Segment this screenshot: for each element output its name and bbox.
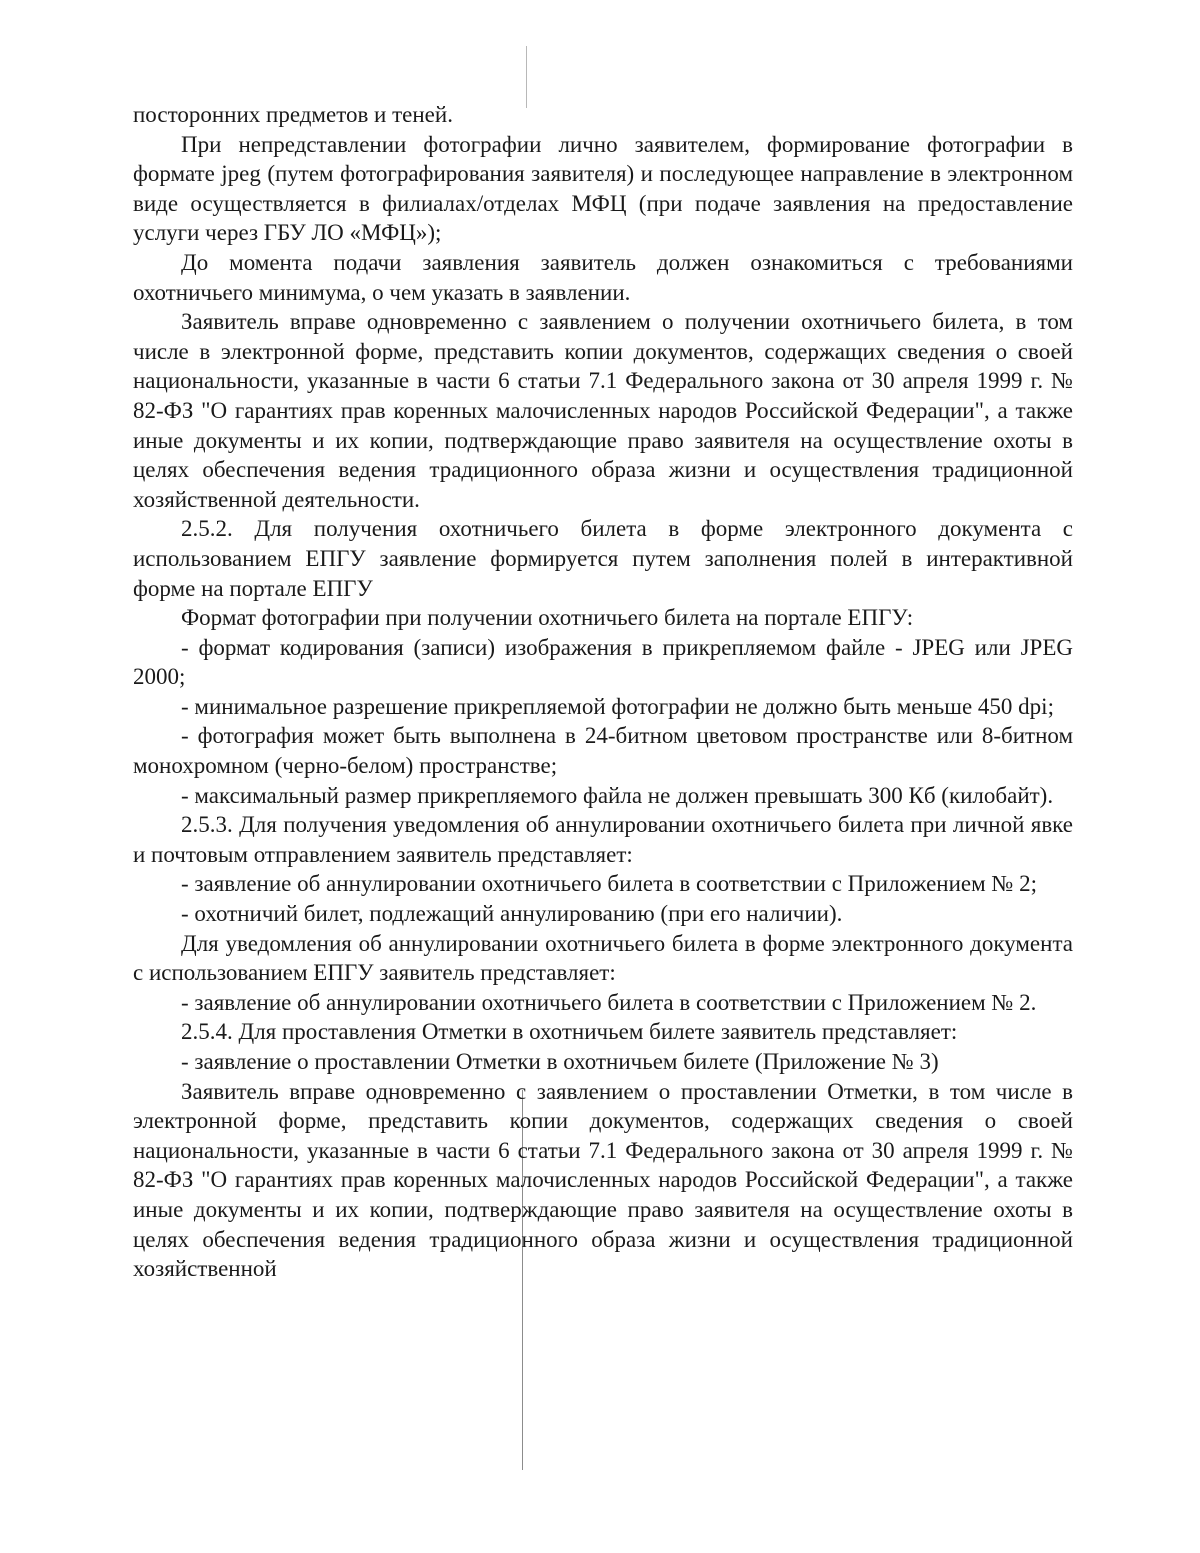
list-item: - формат кодирования (записи) изображения в прикрепляемом файле - JPEG или JPEG 2000; — [133, 634, 1073, 690]
paragraph: Заявитель вправе одновременно с заявлением о проставлении Отметки, в том числе в электронной форме, представить копии документов, содержащих сведения о своей национальности, указанные в части 6 статьи 7.1 Федерального закона от 30 апреля 1999 г. № 82-ФЗ "О гарантиях прав коренных малочисленных народов Российской Федерации", а также иные документы и их копии, подтверждающие право заявителя на осуществление охоты в целях обеспечения ведения традиционного образа жизни и осуществления традиционной хозяйственной — [133, 1078, 1073, 1282]
list-item: - заявление об аннулировании охотничьего билета в соответствии с Приложением № 2; — [181, 871, 1037, 897]
list-item: - минимальное разрешение прикрепляемой фотографии не должно быть меньше 450 dpi; — [181, 693, 1054, 719]
list-item: - заявление об аннулировании охотничьего билета в соответствии с Приложением № 2. — [181, 989, 1037, 1015]
paragraph: 2.5.2. Для получения охотничьего билета в форме электронного документа с использованием ЕПГУ заявление формируется путем заполнения полей в интерактивной форме на портале ЕПГУ — [133, 516, 1073, 601]
scan-artifact-line — [526, 46, 527, 108]
paragraph: Формат фотографии при получении охотничьего билета на портале ЕПГУ: — [181, 605, 914, 631]
paragraph: При непредставлении фотографии лично заявителем, формирование фотографии в формате jpeg (путем фотографирования заявителя) и последующее направление в электронном виде осуществляется в филиалах/отделах МФЦ (при подаче заявления на предоставление услуги через ГБУ ЛО «МФЦ»); — [133, 131, 1073, 246]
paragraph: До момента подачи заявления заявитель должен ознакомиться с требованиями охотничьего минимума, о чем указать в заявлении. — [133, 249, 1073, 305]
list-item: - охотничий билет, подлежащий аннулированию (при его наличии). — [181, 901, 843, 927]
list-item: - заявление о проставлении Отметки в охотничьем билете (Приложение № 3) — [181, 1049, 939, 1074]
paragraph: Для уведомления об аннулировании охотничьего билета в форме электронного документа с использованием ЕПГУ заявитель представляет: — [133, 930, 1073, 986]
list-item: - фотография может быть выполнена в 24-битном цветовом пространстве или 8-битном монохромном (черно-белом) пространстве; — [133, 723, 1073, 779]
paragraph: посторонних предметов и теней. — [133, 102, 453, 127]
paragraph: Заявитель вправе одновременно с заявлением о получении охотничьего билета, в том числе в электронной форме, представить копии документов, содержащих сведения о своей национальности, указанные в части 6 статьи 7.1 Федерального закона от 30 апреля 1999 г. № 82-ФЗ "О гарантиях прав коренных малочисленных народов Российской Федерации", а также иные документы и их копии, подтверждающие право заявителя на осуществление охоты в целях обеспечения ведения традиционного образа жизни и осуществления традиционной хозяйственной деятельности. — [133, 309, 1073, 512]
list-item: - максимальный размер прикрепляемого файла не должен превышать 300 Кб (килобайт). — [181, 782, 1054, 808]
paragraph: 2.5.4. Для проставления Отметки в охотничьем билете заявитель представляет: — [181, 1019, 958, 1045]
paragraph: 2.5.3. Для получения уведомления об аннулировании охотничьего билета при личной явке и почтовым отправлением заявитель представляет: — [133, 812, 1073, 867]
document-body — [133, 100, 1073, 1284]
